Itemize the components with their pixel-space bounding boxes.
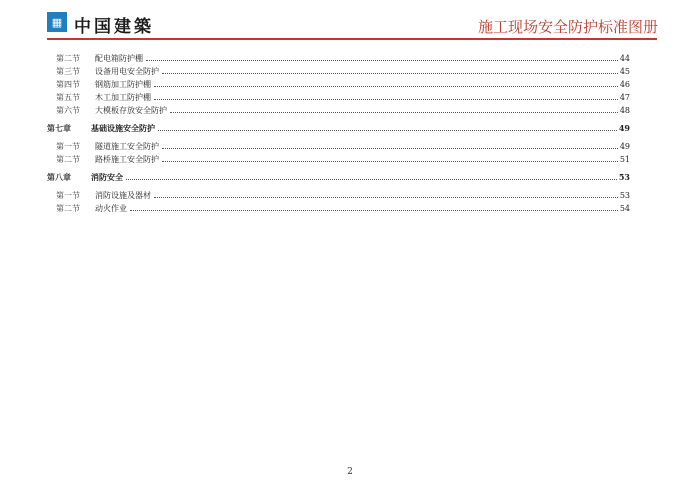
toc-entry-title: 消防设施及器材	[95, 191, 151, 200]
toc-section-row[interactable]	[47, 153, 630, 166]
toc-section-row[interactable]	[47, 78, 630, 91]
toc-section-row[interactable]	[47, 91, 630, 104]
toc-entry-label: 第一节	[56, 191, 80, 200]
page-header	[0, 0, 700, 40]
toc-entry-page: 49	[618, 123, 630, 133]
toc-dot-leader	[170, 112, 618, 113]
company-logo-icon: ▦	[47, 12, 67, 32]
toc-entry-label: 第五节	[56, 93, 80, 102]
toc-entry-page: 48	[619, 106, 630, 115]
toc-entry-title: 隧道施工安全防护	[95, 142, 159, 151]
toc-entry-label: 第二节	[56, 155, 80, 164]
toc-entry-label: 第三节	[56, 67, 80, 76]
toc-entry-label: 第四节	[56, 80, 80, 89]
toc-section-row[interactable]	[47, 140, 630, 153]
toc-entry-title: 木工加工防护棚	[95, 93, 151, 102]
toc-entry-label: 第六节	[56, 106, 80, 115]
toc-entry-page: 46	[619, 80, 630, 89]
toc-entry-title: 动火作业	[95, 204, 127, 213]
toc-entry-label: 第二节	[56, 204, 80, 213]
toc-dot-leader	[146, 60, 618, 61]
toc-entry-page: 53	[618, 172, 630, 182]
toc-section-row[interactable]	[47, 65, 630, 78]
toc-entry-title: 设备用电安全防护	[95, 67, 159, 76]
toc-dot-leader	[162, 161, 618, 162]
toc-entry-label: 第一节	[56, 142, 80, 151]
toc-chapter-row[interactable]	[47, 122, 630, 135]
toc-dot-leader	[154, 197, 618, 198]
toc-entry-title: 基础设施安全防护	[91, 123, 155, 133]
toc-entry-page: 49	[619, 142, 630, 151]
toc-section-row[interactable]	[47, 189, 630, 202]
toc-entry-page: 44	[619, 54, 630, 63]
page-number: 2	[347, 467, 353, 477]
toc-dot-leader	[162, 148, 618, 149]
toc-dot-leader	[154, 86, 618, 87]
toc-entry-page: 47	[619, 93, 630, 102]
toc-entry-page: 53	[619, 191, 630, 200]
toc-section-row[interactable]	[47, 52, 630, 65]
toc-section-row[interactable]	[47, 202, 630, 215]
toc-entry-title: 大模板存放安全防护	[95, 106, 167, 115]
header-divider	[47, 38, 657, 40]
toc-chapter-row[interactable]	[47, 171, 630, 184]
toc-entry-title: 消防安全	[91, 172, 123, 182]
table-of-contents	[47, 52, 630, 215]
document-title: 施工现场安全防护标准图册	[477, 18, 658, 36]
toc-entry-page: 45	[619, 67, 630, 76]
toc-entry-label: 第七章	[47, 123, 71, 133]
company-logo-text: 中国建築	[74, 17, 154, 37]
toc-entry-label: 第八章	[47, 172, 71, 182]
toc-entry-page: 54	[619, 204, 630, 213]
toc-dot-leader	[158, 130, 617, 131]
toc-entry-title: 配电箱防护棚	[95, 54, 143, 63]
toc-entry-title: 钢筋加工防护棚	[95, 80, 151, 89]
toc-entry-label: 第二节	[56, 54, 80, 63]
toc-entry-title: 路桥施工安全防护	[95, 155, 159, 164]
toc-dot-leader	[126, 179, 617, 180]
toc-entry-page: 51	[619, 155, 630, 164]
toc-dot-leader	[130, 210, 618, 211]
toc-section-row[interactable]	[47, 104, 630, 117]
toc-dot-leader	[162, 73, 618, 74]
toc-dot-leader	[154, 99, 618, 100]
